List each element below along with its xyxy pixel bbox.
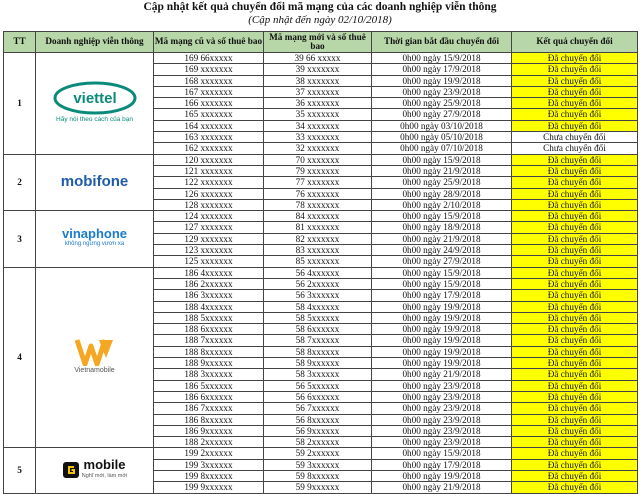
start-time-cell: 0h00 ngày 18/9/2018	[372, 222, 512, 233]
start-time-cell: 0h00 ngày 15/9/2018	[372, 154, 512, 165]
old-code-cell: 188 2xxxxxx	[154, 437, 264, 448]
old-code-cell: 121 xxxxxxx	[154, 165, 264, 176]
result-cell: Đã chuyển đổi	[512, 459, 638, 470]
start-time-cell: 0h00 ngày 23/9/2018	[372, 391, 512, 402]
result-cell: Đã chuyển đổi	[512, 391, 638, 402]
vinaphone-logo	[36, 225, 153, 250]
new-code-cell: 33 xxxxxxx	[264, 132, 372, 143]
mobifone-logo-text: mobifone	[60, 173, 129, 191]
old-code-cell: 188 5xxxxxx	[154, 312, 264, 323]
result-cell: Đã chuyển đổi	[512, 109, 638, 120]
operator-cell	[36, 448, 154, 493]
result-cell: Đã chuyển đổi	[512, 425, 638, 436]
result-cell: Đã chuyển đổi	[512, 470, 638, 481]
header-old-code: Mã mạng cũ và số thuê bao	[154, 32, 264, 53]
old-code-cell: 188 3xxxxxx	[154, 369, 264, 380]
result-cell: Đã chuyển đổi	[512, 437, 638, 448]
start-time-cell: 0h00 ngày 19/9/2018	[372, 75, 512, 86]
start-time-cell: 0h00 ngày 21/9/2018	[372, 369, 512, 380]
new-code-cell: 83 xxxxxxx	[264, 245, 372, 256]
start-time-cell: 0h00 ngày 17/9/2018	[372, 290, 512, 301]
old-code-cell: 199 2xxxxxx	[154, 448, 264, 459]
old-code-cell: 169 xxxxxxx	[154, 64, 264, 75]
start-time-cell: 0h00 ngày 15/9/2018	[372, 278, 512, 289]
gmobile-tagline: Nghĩ mới, làm mới	[81, 472, 128, 479]
row-number: 3	[4, 211, 36, 267]
start-time-cell: 0h00 ngày 15/9/2018	[372, 211, 512, 222]
table-header-row	[4, 32, 638, 53]
result-cell: Chưa chuyển đổi	[512, 132, 638, 143]
result-cell: Đã chuyển đổi	[512, 98, 638, 109]
old-code-cell: 186 4xxxxxx	[154, 267, 264, 278]
header-start-time: Thời gian bắt đầu chuyển đổi	[372, 32, 512, 53]
new-code-cell: 32 xxxxxxx	[264, 143, 372, 154]
old-code-cell: 127 xxxxxxx	[154, 222, 264, 233]
new-code-cell: 84 xxxxxxx	[264, 211, 372, 222]
header-new-code: Mã mạng mới và số thuê bao	[264, 32, 372, 53]
row-number: 5	[4, 448, 36, 493]
new-code-cell: 59 3xxxxxx	[264, 459, 372, 470]
gmobile-logo-icon	[62, 461, 80, 479]
result-cell: Đã chuyển đổi	[512, 324, 638, 335]
result-cell: Đã chuyển đổi	[512, 120, 638, 131]
result-cell: Đã chuyển đổi	[512, 165, 638, 176]
result-cell: Đã chuyển đổi	[512, 86, 638, 97]
table-row	[4, 267, 638, 278]
old-code-cell: 128 xxxxxxx	[154, 199, 264, 210]
vietnamobile-logo-text: Vietnamobile	[74, 367, 115, 375]
old-code-cell: 186 2xxxxxx	[154, 278, 264, 289]
old-code-cell: 186 5xxxxxx	[154, 380, 264, 391]
result-cell: Đã chuyển đổi	[512, 188, 638, 199]
old-code-cell: 188 8xxxxxx	[154, 346, 264, 357]
new-code-cell: 58 5xxxxxx	[264, 312, 372, 323]
new-code-cell: 35 xxxxxxx	[264, 109, 372, 120]
start-time-cell: 0h00 ngày 25/9/2018	[372, 98, 512, 109]
operator-cell	[36, 267, 154, 448]
row-number: 1	[4, 53, 36, 155]
start-time-cell: 0h00 ngày 19/9/2018	[372, 301, 512, 312]
vietnamobile-logo	[36, 338, 153, 376]
header-result: Kết quả chuyển đổi	[512, 32, 638, 53]
old-code-cell: 167 xxxxxxx	[154, 86, 264, 97]
new-code-cell: 58 6xxxxxx	[264, 324, 372, 335]
result-cell: Đã chuyển đổi	[512, 290, 638, 301]
result-cell: Đã chuyển đổi	[512, 346, 638, 357]
result-cell: Đã chuyển đổi	[512, 211, 638, 222]
old-code-cell: 186 9xxxxxx	[154, 425, 264, 436]
new-code-cell: 58 9xxxxxx	[264, 358, 372, 369]
start-time-cell: 0h00 ngày 25/9/2018	[372, 177, 512, 188]
gmobile-logo	[36, 456, 153, 482]
start-time-cell: 0h00 ngày 27/9/2018	[372, 109, 512, 120]
vinaphone-tagline: không ngừng vươn xa	[64, 240, 125, 247]
result-cell: Đã chuyển đổi	[512, 154, 638, 165]
old-code-cell: 169 66xxxxx	[154, 53, 264, 64]
new-code-cell: 82 xxxxxxx	[264, 233, 372, 244]
result-cell: Đã chuyển đổi	[512, 53, 638, 64]
table-row	[4, 211, 638, 222]
vinaphone-logo-text: vinaphone	[61, 225, 127, 241]
viettel-logo	[36, 81, 153, 125]
gmobile-logo-text: mobile	[83, 456, 126, 472]
start-time-cell: 0h00 ngày 05/10/2018	[372, 132, 512, 143]
new-code-cell: 59 2xxxxxx	[264, 448, 372, 459]
new-code-cell: 58 3xxxxxx	[264, 369, 372, 380]
header-operator: Doanh nghiệp viễn thông	[36, 32, 154, 53]
new-code-cell: 56 8xxxxxx	[264, 414, 372, 425]
new-code-cell: 58 8xxxxxx	[264, 346, 372, 357]
result-cell: Đã chuyển đổi	[512, 448, 638, 459]
old-code-cell: 165 xxxxxxx	[154, 109, 264, 120]
result-cell: Chưa chuyển đổi	[512, 143, 638, 154]
result-cell: Đã chuyển đổi	[512, 369, 638, 380]
start-time-cell: 0h00 ngày 23/9/2018	[372, 86, 512, 97]
viettel-tagline: Hãy nói theo cách của bạn	[56, 116, 133, 124]
new-code-cell: 56 5xxxxxx	[264, 380, 372, 391]
start-time-cell: 0h00 ngày 21/9/2018	[372, 482, 512, 493]
new-code-cell: 56 7xxxxxx	[264, 403, 372, 414]
result-cell: Đã chuyển đổi	[512, 222, 638, 233]
new-code-cell: 39 66 xxxxx	[264, 53, 372, 64]
table-body	[4, 53, 638, 494]
operator-cell	[36, 154, 154, 210]
mobifone-logo	[36, 173, 153, 191]
new-code-cell: 56 4xxxxxx	[264, 267, 372, 278]
old-code-cell: 124 xxxxxxx	[154, 211, 264, 222]
new-code-cell: 58 4xxxxxx	[264, 301, 372, 312]
start-time-cell: 0h00 ngày 21/9/2018	[372, 165, 512, 176]
new-code-cell: 56 6xxxxxx	[264, 391, 372, 402]
new-code-cell: 70 xxxxxxx	[264, 154, 372, 165]
row-number: 4	[4, 267, 36, 448]
operator-cell	[36, 211, 154, 267]
start-time-cell: 0h00 ngày 23/9/2018	[372, 403, 512, 414]
new-code-cell: 79 xxxxxxx	[264, 165, 372, 176]
old-code-cell: 129 xxxxxxx	[154, 233, 264, 244]
start-time-cell: 0h00 ngày 03/10/2018	[372, 120, 512, 131]
new-code-cell: 56 3xxxxxx	[264, 290, 372, 301]
result-cell: Đã chuyển đổi	[512, 335, 638, 346]
new-code-cell: 76 xxxxxxx	[264, 188, 372, 199]
result-cell: Đã chuyển đổi	[512, 64, 638, 75]
old-code-cell: 120 xxxxxxx	[154, 154, 264, 165]
old-code-cell: 186 3xxxxxx	[154, 290, 264, 301]
old-code-cell: 186 6xxxxxx	[154, 391, 264, 402]
new-code-cell: 37 xxxxxxx	[264, 86, 372, 97]
new-code-cell: 81 xxxxxxx	[264, 222, 372, 233]
result-cell: Đã chuyển đổi	[512, 177, 638, 188]
old-code-cell: 123 xxxxxxx	[154, 245, 264, 256]
start-time-cell: 0h00 ngày 23/9/2018	[372, 380, 512, 391]
new-code-cell: 58 2xxxxxx	[264, 437, 372, 448]
result-cell: Đã chuyển đổi	[512, 245, 638, 256]
old-code-cell: 188 6xxxxxx	[154, 324, 264, 335]
result-cell: Đã chuyển đổi	[512, 403, 638, 414]
old-code-cell: 126 xxxxxxx	[154, 188, 264, 199]
old-code-cell: 188 9xxxxxx	[154, 358, 264, 369]
start-time-cell: 0h00 ngày 19/9/2018	[372, 312, 512, 323]
header-tt: TT	[4, 32, 36, 53]
result-cell: Đã chuyển đổi	[512, 75, 638, 86]
new-code-cell: 36 xxxxxxx	[264, 98, 372, 109]
start-time-cell: 0h00 ngày 21/9/2018	[372, 233, 512, 244]
vietnamobile-logo-icon	[75, 338, 115, 366]
new-code-cell: 39 xxxxxxx	[264, 64, 372, 75]
result-cell: Đã chuyển đổi	[512, 414, 638, 425]
start-time-cell: 0h00 ngày 19/9/2018	[372, 470, 512, 481]
result-cell: Đã chuyển đổi	[512, 380, 638, 391]
table-row	[4, 448, 638, 459]
result-cell: Đã chuyển đổi	[512, 267, 638, 278]
old-code-cell: 186 8xxxxxx	[154, 414, 264, 425]
old-code-cell: 168 xxxxxxx	[154, 75, 264, 86]
old-code-cell: 164 xxxxxxx	[154, 120, 264, 131]
start-time-cell: 0h00 ngày 2/10/2018	[372, 199, 512, 210]
new-code-cell: 59 9xxxxxx	[264, 482, 372, 493]
start-time-cell: 0h00 ngày 19/9/2018	[372, 324, 512, 335]
old-code-cell: 166 xxxxxxx	[154, 98, 264, 109]
page-subtitle: (Cập nhật đến ngày 02/10/2018)	[248, 14, 392, 26]
start-time-cell: 0h00 ngày 15/9/2018	[372, 53, 512, 64]
new-code-cell: 78 xxxxxxx	[264, 199, 372, 210]
result-cell: Đã chuyển đổi	[512, 482, 638, 493]
start-time-cell: 0h00 ngày 15/9/2018	[372, 448, 512, 459]
start-time-cell: 0h00 ngày 19/9/2018	[372, 346, 512, 357]
result-cell: Đã chuyển đổi	[512, 199, 638, 210]
table-row	[4, 53, 638, 64]
old-code-cell: 188 4xxxxxx	[154, 301, 264, 312]
start-time-cell: 0h00 ngày 28/9/2018	[372, 188, 512, 199]
viettel-logo-text: viettel	[72, 90, 117, 108]
row-number: 2	[4, 154, 36, 210]
old-code-cell: 122 xxxxxxx	[154, 177, 264, 188]
start-time-cell: 0h00 ngày 23/9/2018	[372, 437, 512, 448]
old-code-cell: 199 8xxxxxx	[154, 470, 264, 481]
new-code-cell: 58 7xxxxxx	[264, 335, 372, 346]
start-time-cell: 0h00 ngày 19/9/2018	[372, 335, 512, 346]
operator-cell	[36, 53, 154, 155]
old-code-cell: 188 7xxxxxx	[154, 335, 264, 346]
old-code-cell: 186 7xxxxxx	[154, 403, 264, 414]
table-row	[4, 154, 638, 165]
old-code-cell: 199 9xxxxxx	[154, 482, 264, 493]
old-code-cell: 163 xxxxxxx	[154, 132, 264, 143]
start-time-cell: 0h00 ngày 23/9/2018	[372, 414, 512, 425]
result-cell: Đã chuyển đổi	[512, 358, 638, 369]
start-time-cell: 0h00 ngày 24/9/2018	[372, 245, 512, 256]
result-cell: Đã chuyển đổi	[512, 256, 638, 267]
old-code-cell: 162 xxxxxxx	[154, 143, 264, 154]
result-cell: Đã chuyển đổi	[512, 312, 638, 323]
old-code-cell: 125 xxxxxxx	[154, 256, 264, 267]
page-title: Cập nhật kết quả chuyển đổi mã mạng của các doanh nghiệp viễn thông	[143, 1, 497, 13]
result-cell: Đã chuyển đổi	[512, 233, 638, 244]
start-time-cell: 0h00 ngày 27/9/2018	[372, 256, 512, 267]
start-time-cell: 0h00 ngày 23/9/2018	[372, 425, 512, 436]
viettel-logo-icon	[52, 81, 138, 115]
result-cell: Đã chuyển đổi	[512, 301, 638, 312]
start-time-cell: 0h00 ngày 15/9/2018	[372, 267, 512, 278]
new-code-cell: 77 xxxxxxx	[264, 177, 372, 188]
new-code-cell: 85 xxxxxxx	[264, 256, 372, 267]
new-code-cell: 59 8xxxxxx	[264, 470, 372, 481]
start-time-cell: 0h00 ngày 17/9/2018	[372, 459, 512, 470]
old-code-cell: 199 3xxxxxx	[154, 459, 264, 470]
start-time-cell: 0h00 ngày 07/10/2018	[372, 143, 512, 154]
conversion-table	[3, 31, 638, 494]
new-code-cell: 56 2xxxxxx	[264, 278, 372, 289]
new-code-cell: 38 xxxxxxx	[264, 75, 372, 86]
new-code-cell: 34 xxxxxxx	[264, 120, 372, 131]
start-time-cell: 0h00 ngày 17/9/2018	[372, 64, 512, 75]
start-time-cell: 0h00 ngày 19/9/2018	[372, 358, 512, 369]
result-cell: Đã chuyển đổi	[512, 278, 638, 289]
new-code-cell: 56 9xxxxxx	[264, 425, 372, 436]
